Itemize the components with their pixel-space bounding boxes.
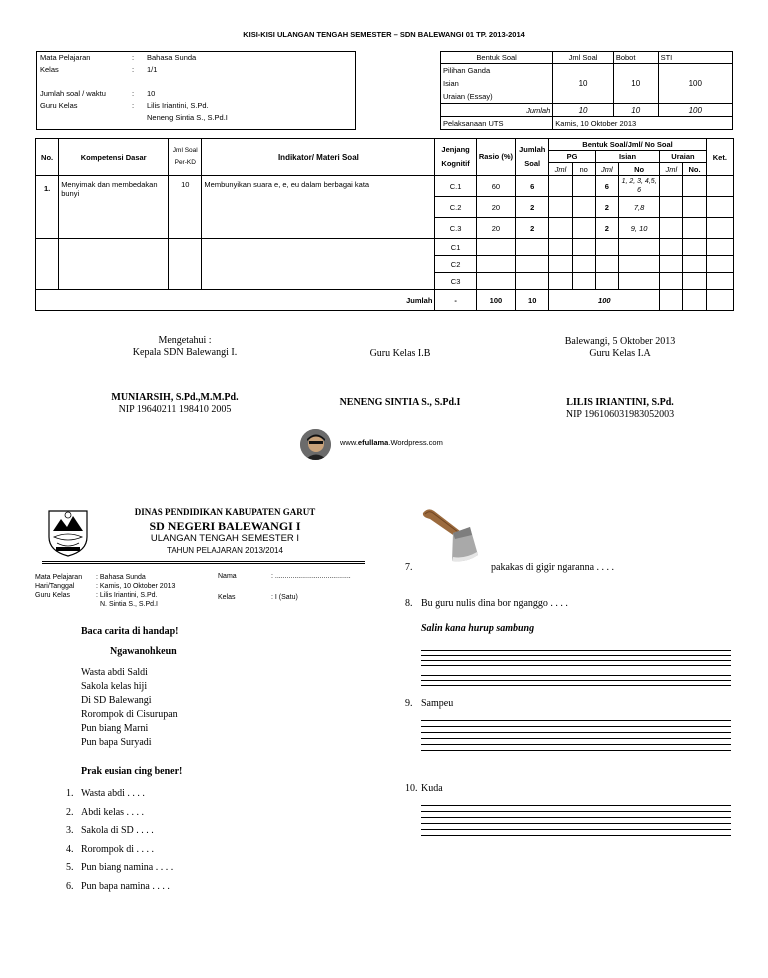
nama-label: Nama (218, 573, 237, 580)
indikator-header: Indikator/ Materi Soal (202, 139, 435, 176)
mengetahui-label: Mengetahui : (158, 335, 212, 346)
table-row (36, 176, 734, 197)
pg-jml-header: Jml (549, 163, 572, 176)
writing-line (421, 817, 731, 818)
meta-label: Mata Pelajaran (35, 574, 83, 581)
info-colon: : (132, 89, 135, 98)
writing-line (421, 680, 731, 681)
avatar-icon (300, 429, 331, 460)
bentuk-uraian: Uraian (Essay) (443, 92, 493, 101)
question-number: 6. (66, 880, 74, 892)
instruction-copy: Salin kana hurup sambung (421, 623, 535, 634)
row-indikator: Membunyikan suara e, e, eu dalam berbagai kata (202, 176, 435, 239)
writing-line (421, 811, 731, 812)
isian-jml-c1: 6 (595, 176, 618, 197)
sti-value: 100 (658, 64, 732, 104)
page-title: KISI-KISI ULANGAN TENGAH SEMESTER – SDN BALEWANGI 01 TP. 2013-2014 (243, 30, 525, 39)
bentuk-list (441, 64, 553, 104)
bobot-header: Bobot (613, 52, 658, 64)
dinas-header: DINAS PENDIDIKAN KABUPATEN GARUT (134, 507, 316, 517)
info-label: Mata Pelajaran (40, 53, 91, 62)
exam-title: ULANGAN TENGAH SEMESTER I (150, 533, 300, 544)
info-label: Guru Kelas (40, 101, 78, 110)
jenjang-c3: C.3 (435, 218, 476, 239)
hoe-picture (420, 505, 480, 567)
total-row (36, 290, 734, 311)
question-item (66, 859, 173, 878)
instruction-read: Baca carita di handap! (81, 626, 179, 637)
total-rasio: 100 (476, 290, 515, 311)
info-row (40, 65, 354, 77)
q10-text: Kuda (421, 783, 443, 794)
website-prefix: www. (340, 438, 358, 447)
avatar (300, 429, 331, 460)
signer-guru-ib: NENENG SINTIA S., S.Pd.I (339, 397, 461, 408)
kelas-label: Kelas (218, 594, 236, 601)
pelaksanaan-label: Pelaksanaan UTS (441, 117, 553, 130)
question-text: Abdi kelas . . . . (81, 806, 145, 818)
question-number: 1. (66, 788, 74, 799)
isian-header: Isian (595, 151, 660, 163)
q9-text: Sampeu (421, 698, 454, 709)
signer-name: LILIS IRIANTINI, S.Pd. (566, 397, 674, 408)
kd-header: Kompetensi Dasar (59, 139, 169, 176)
question-text: Wasta abdi . . . . (81, 788, 145, 799)
info-label: Jumlah soal / waktu (40, 89, 106, 98)
info-row (40, 53, 354, 65)
kisi-kisi-table (35, 138, 734, 311)
pg-no-header: no (572, 163, 595, 176)
total-dash: - (435, 290, 476, 311)
story-line: Sakola kelas hiji (81, 681, 148, 692)
writing-line (421, 732, 731, 733)
rasio-c1: 60 (476, 176, 515, 197)
website-link[interactable] (340, 438, 443, 447)
info-value: Lilis Iriantini, S.Pd. (147, 101, 209, 110)
isian-no-c3: 9, 10 (618, 218, 659, 239)
info-value: 1/1 (147, 65, 158, 74)
jumlah-soal: 10 (553, 104, 614, 117)
pelaksanaan-value: Kamis, 10 Oktober 2013 (553, 117, 733, 130)
info-row (40, 101, 354, 113)
uraian-jml-header: Jml (660, 163, 683, 176)
kepala-label: Kepala SDN Balewangi I. (132, 347, 238, 358)
header-divider (42, 563, 365, 564)
q8-text: Bu guru nulis dina bor nganggo . . . . (421, 598, 568, 609)
jml-per-kd-header: Jml Soal Per-KD (169, 139, 202, 176)
uraian-header: Uraian (660, 151, 706, 163)
guru-ia-label: Guru Kelas I.A (589, 348, 651, 359)
isian-jml-c2: 2 (595, 197, 618, 218)
info-colon: : (132, 101, 135, 110)
question-number: 2. (66, 806, 74, 818)
total-no: 100 (549, 290, 660, 311)
nama-field[interactable]: : ....................................... (271, 573, 351, 580)
row-kd: Menyimak dan membedakan bunyi (59, 176, 169, 239)
writing-line (421, 750, 731, 751)
signer-guru-ia (540, 397, 700, 421)
jml-soal-header: Jml Soal (553, 52, 614, 64)
jumlah-c1: 6 (516, 176, 549, 197)
jenjang-header: Jenjang Kognitif (435, 139, 476, 176)
meta-value: N. Sintia S., S.Pd.I (100, 601, 158, 608)
meta-label: Guru Kelas (35, 592, 71, 599)
jenjang-empty-c1: C1 (435, 239, 476, 256)
writing-line (421, 738, 731, 739)
writing-line (421, 744, 731, 745)
total-jumlah: 10 (516, 290, 549, 311)
jumlah-sti: 100 (658, 104, 732, 117)
meta-label: Hari/Tanggal (35, 583, 75, 590)
pg-header: PG (549, 151, 595, 163)
uraian-no-header: No. (683, 163, 706, 176)
sti-header: STI (658, 52, 732, 64)
info-row (40, 113, 354, 125)
question-text: Rorompok di . . . . (81, 843, 155, 855)
website-bold: efullama (357, 438, 389, 447)
question-item (66, 878, 173, 897)
website-suffix: .Wordpress.com (388, 438, 443, 447)
jenjang-empty-c2: C2 (435, 256, 476, 273)
bobot-value: 10 (613, 64, 658, 104)
writing-line (421, 650, 731, 651)
writing-line (421, 829, 731, 830)
question-item (66, 841, 173, 860)
question-item (66, 822, 173, 841)
signer-nip: NIP 196106031983052003 (565, 409, 675, 420)
question-text: Sakola di SD . . . . (81, 825, 154, 836)
question-number: 5. (66, 862, 74, 873)
bentuk-pg: Pilihan Ganda (443, 66, 491, 75)
story-text (81, 666, 178, 750)
kelas-value: : I (Satu) (271, 594, 298, 601)
info-row (40, 89, 354, 101)
question-number: 3. (66, 825, 74, 836)
jumlah-bobot: 10 (613, 104, 658, 117)
q9-number: 9. (405, 698, 413, 709)
writing-line (421, 660, 731, 661)
jenjang-c1: C.1 (435, 176, 476, 197)
signer-nip: NIP 19640211 198410 2005 (118, 404, 232, 415)
guru-ib-label: Guru Kelas I.B (369, 348, 431, 359)
jumlah-soal-header: Jumlah Soal (516, 139, 549, 176)
writing-line (421, 720, 731, 721)
signer-name: MUNIARSIH, S.Pd.,M.M.Pd. (111, 392, 239, 403)
isian-no-c1: 1, 2, 3, 4,5, 6 (618, 176, 659, 197)
story-line: Wasta abdi Saldi (81, 667, 148, 678)
question-item (66, 804, 173, 823)
meta-value: : Lilis Iriantini, S.Pd. (96, 592, 158, 599)
place-date: Balewangi, 5 Oktober 2013 (564, 336, 676, 347)
writing-line (421, 655, 731, 656)
isian-jml-header: Jml (595, 163, 618, 176)
story-title: Ngawanohkeun (110, 646, 177, 657)
writing-line (421, 726, 731, 727)
row-no: 1. (36, 176, 59, 239)
rasio-header: Rasio (%) (476, 139, 515, 176)
meta-value: : Kamis, 10 Oktober 2013 (96, 583, 176, 590)
jumlah-c2: 2 (516, 197, 549, 218)
ket-header: Ket. (706, 139, 733, 176)
writing-line (421, 805, 731, 806)
question-text: Pun biang namina . . . . (81, 862, 174, 873)
meta-value: : Bahasa Sunda (96, 574, 146, 581)
q7-text: pakakas di gigir ngaranna . . . . (491, 562, 615, 573)
header-divider (42, 561, 365, 562)
school-name: SD NEGERI BALEWANGI I (149, 519, 301, 533)
info-colon: : (132, 53, 135, 62)
school-logo (47, 507, 89, 557)
writing-line (421, 685, 731, 686)
question-text: Pun bapa namina . . . . (81, 880, 170, 892)
info-value: Neneng Sintia S., S.Pd.I (147, 113, 228, 122)
info-colon: : (132, 65, 135, 74)
jumlah-label: Jumlah (441, 104, 553, 117)
jenjang-c2: C.2 (435, 197, 476, 218)
instruction-fill: Prak eusian cing bener! (81, 766, 183, 777)
question-number: 4. (66, 843, 74, 855)
bentuk-soal-table (440, 51, 733, 130)
total-label: Jumlah (36, 290, 435, 311)
writing-line (421, 823, 731, 824)
isian-no-header: No (618, 163, 659, 176)
info-row (40, 77, 354, 89)
info-value: Bahasa Sunda (147, 53, 197, 62)
rasio-c3: 20 (476, 218, 515, 239)
garut-logo-icon (47, 507, 89, 557)
exam-year: TAHUN PELAJARAN 2013/2014 (167, 546, 283, 555)
writing-line (421, 665, 731, 666)
hoe-icon (420, 505, 480, 567)
rasio-c2: 20 (476, 197, 515, 218)
story-line: Di SD Balewangi (81, 695, 152, 706)
q10-number: 10. (405, 783, 418, 794)
exam-meta-labels (35, 573, 82, 600)
jml-soal-value: 10 (553, 64, 614, 104)
signer-kepala (90, 392, 260, 416)
no-header: No. (36, 139, 59, 176)
isian-jml-c3: 2 (595, 218, 618, 239)
exam-meta-values (96, 573, 175, 609)
story-line: Rorompok di Cisurupan (81, 709, 178, 720)
info-value: 10 (147, 89, 156, 98)
row-jml: 10 (169, 176, 202, 239)
info-label: Kelas (40, 65, 59, 74)
signature-block-right (545, 336, 695, 360)
table-row (36, 239, 734, 256)
bentuk-isian: Isian (443, 79, 459, 88)
info-list (40, 53, 354, 125)
bentuk-header: Bentuk Soal (441, 52, 553, 64)
question-list (66, 785, 173, 896)
q8-number: 8. (405, 598, 413, 609)
writing-line (421, 675, 731, 676)
info-box (36, 51, 356, 130)
story-line: Pun biang Marni (81, 723, 149, 734)
q7-number: 7. (405, 562, 413, 573)
story-line: Pun bapa Suryadi (81, 737, 152, 748)
jumlah-c3: 2 (516, 218, 549, 239)
question-item (66, 785, 173, 804)
jenjang-empty-c3: C3 (435, 273, 476, 290)
isian-no-c2: 7,8 (618, 197, 659, 218)
bentuk-header: Bentuk Soal/Jml/ No Soal (549, 139, 706, 151)
signature-block-left (110, 335, 260, 359)
writing-line (421, 835, 731, 836)
